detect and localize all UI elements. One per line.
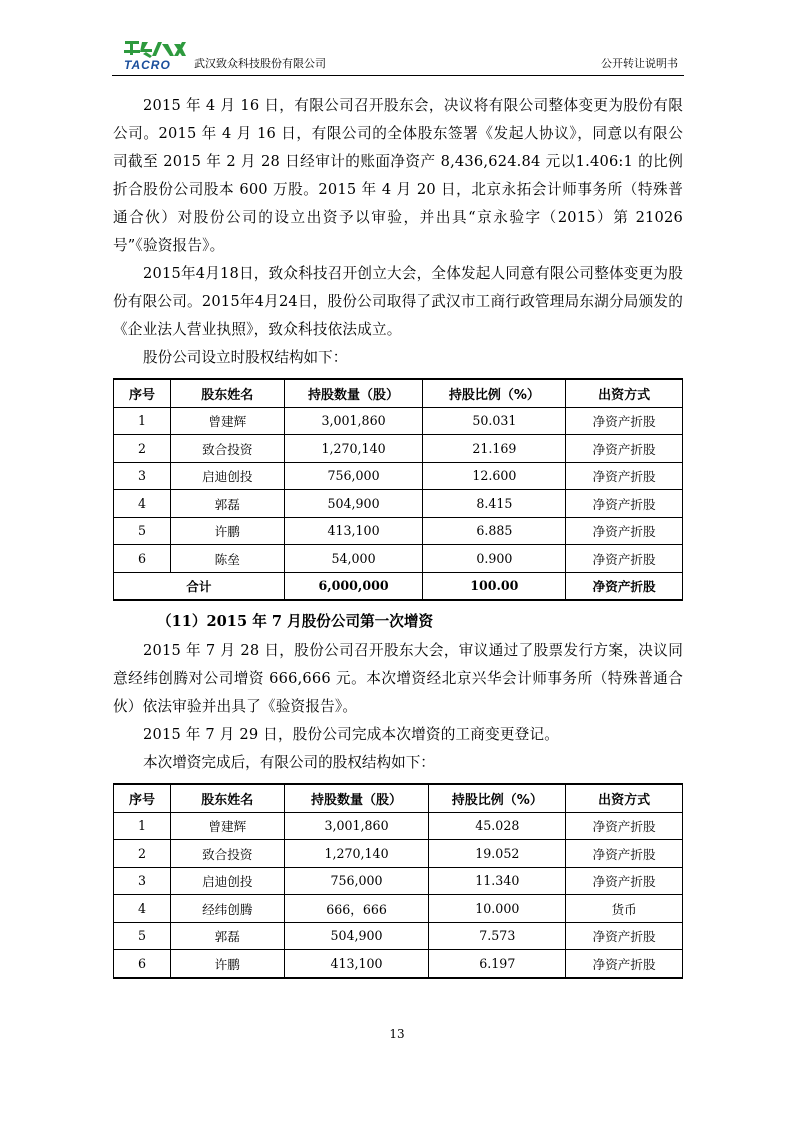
cell-method: 净资产折股	[566, 490, 683, 518]
cell-ratio: 10.000	[429, 895, 566, 923]
cell-name: 曾建辉	[170, 407, 284, 435]
table-row	[114, 517, 683, 545]
table-total-row	[114, 572, 683, 600]
cell-shares: 504,900	[284, 490, 423, 518]
cell-ratio: 8.415	[423, 490, 566, 518]
col-header-shares: 持股数量（股）	[284, 784, 429, 812]
cell-name: 致合投资	[170, 840, 284, 868]
paragraph-restructure: 2015 年 4 月 16 日，有限公司召开股东会，决议将有限公司整体变更为股份有限公司。2015 年 4 月 16 日，有限公司的全体股东签署《发起人协议》，同意以有限公司截至 2015 年 2 月 28 日经审计的账面净资产 8,436,624.84 元以1.406:1 的比例折合股份公司股本 600 万股。2015 年 4 月 20 日，北京永拓会计师事务所（特殊普通合伙）对股份公司的设立出资予以审验，并出具“京永验字（2015）第 21026 号”《验资报告》。	[113, 97, 683, 254]
cell-ratio: 7.573	[429, 922, 566, 950]
cell-name: 许鹏	[170, 517, 284, 545]
cell-ratio: 0.900	[423, 545, 566, 573]
cell-method: 净资产折股	[566, 950, 683, 978]
cell-ratio: 12.600	[423, 462, 566, 490]
cell-no: 1	[114, 407, 171, 435]
logo-text: TACRO	[124, 58, 171, 72]
cell-shares: 504,900	[284, 922, 429, 950]
company-logo	[122, 40, 192, 72]
col-header-shares: 持股数量（股）	[284, 379, 423, 407]
cell-shares: 413,100	[284, 950, 429, 978]
table-row	[114, 840, 683, 868]
cell-ratio: 45.028	[429, 812, 566, 840]
cell-method: 净资产折股	[566, 812, 683, 840]
cell-method: 净资产折股	[566, 435, 683, 463]
table-row	[114, 922, 683, 950]
table-row	[114, 407, 683, 435]
cell-method: 净资产折股	[566, 517, 683, 545]
cell-name: 经纬创腾	[170, 895, 284, 923]
col-header-name: 股东姓名	[170, 379, 284, 407]
cell-method: 净资产折股	[566, 922, 683, 950]
cell-no: 6	[114, 950, 171, 978]
col-header-ratio: 持股比例（%）	[423, 379, 566, 407]
cell-name: 启迪创投	[170, 462, 284, 490]
cell-no: 3	[114, 867, 171, 895]
cell-no: 6	[114, 545, 171, 573]
cell-name: 致合投资	[170, 435, 284, 463]
paragraph-capital-increase: 2015 年 7 月 28 日，股份公司召开股东大会，审议通过了股票发行方案，决议同意经纬创腾对公司增资 666,666 元。本次增资经北京兴华会计师事务所（特殊普通合伙）依法审验并出具了《验资报告》。	[113, 642, 683, 715]
table-row	[114, 545, 683, 573]
cell-ratio: 21.169	[423, 435, 566, 463]
cell-ratio: 19.052	[429, 840, 566, 868]
document-title: 公开转让说明书	[601, 57, 678, 70]
table1-intro: 股份公司设立时股权结构如下：	[143, 349, 348, 366]
cell-name: 陈垒	[170, 545, 284, 573]
cell-shares: 666，666	[284, 895, 429, 923]
table-row	[114, 950, 683, 978]
cell-no: 5	[114, 922, 171, 950]
col-header-ratio: 持股比例（%）	[429, 784, 566, 812]
cell-shares: 3,001,860	[284, 812, 429, 840]
cell-ratio: 11.340	[429, 867, 566, 895]
col-header-method: 出资方式	[566, 379, 683, 407]
cell-shares: 1,270,140	[284, 435, 423, 463]
cell-method: 净资产折股	[566, 545, 683, 573]
cell-shares: 413,100	[284, 517, 423, 545]
cell-total-label: 合计	[114, 572, 285, 600]
cell-no: 2	[114, 435, 171, 463]
equity-table-founding	[113, 378, 683, 601]
cell-method: 净资产折股	[566, 462, 683, 490]
company-name: 武汉致众科技股份有限公司	[194, 57, 326, 70]
cell-no: 4	[114, 490, 171, 518]
col-header-method: 出资方式	[566, 784, 683, 812]
table-row	[114, 435, 683, 463]
cell-method: 净资产折股	[566, 840, 683, 868]
cell-total-method: 净资产折股	[566, 572, 683, 600]
cell-ratio: 6.197	[429, 950, 566, 978]
paragraph-registration: 2015 年 7 月 29 日，股份公司完成本次增资的工商变更登记。	[143, 726, 560, 743]
table-row	[114, 462, 683, 490]
table-row	[114, 490, 683, 518]
cell-no: 4	[114, 895, 171, 923]
cell-no: 1	[114, 812, 171, 840]
cell-name: 启迪创投	[170, 867, 284, 895]
cell-total-ratio: 100.00	[423, 572, 566, 600]
cell-method: 净资产折股	[566, 407, 683, 435]
page-body	[113, 92, 683, 985]
page-number: 13	[389, 1027, 405, 1041]
cell-no: 5	[114, 517, 171, 545]
page-header	[112, 38, 684, 74]
cell-shares: 1,270,140	[284, 840, 429, 868]
cell-shares: 3,001,860	[284, 407, 423, 435]
cell-no: 2	[114, 840, 171, 868]
cell-name: 郭磊	[170, 922, 284, 950]
cell-name: 曾建辉	[170, 812, 284, 840]
header-divider	[112, 75, 684, 76]
paragraph-founding: 2015年4月18日，致众科技召开创立大会，全体发起人同意有限公司整体变更为股份有限公司。2015年4月24日，股份公司取得了武汉市工商行政管理局东湖分局颁发的《企业法人营业执照》，致众科技依法成立。	[113, 265, 683, 338]
col-header-no: 序号	[114, 379, 171, 407]
table2-intro: 本次增资完成后，有限公司的股权结构如下：	[143, 754, 435, 771]
cell-name: 许鹏	[170, 950, 284, 978]
col-header-name: 股东姓名	[170, 784, 284, 812]
cell-method: 货币	[566, 895, 683, 923]
table-row	[114, 867, 683, 895]
cell-shares: 756,000	[284, 462, 423, 490]
cell-ratio: 50.031	[423, 407, 566, 435]
table-row	[114, 895, 683, 923]
cell-shares: 756,000	[284, 867, 429, 895]
col-header-no: 序号	[114, 784, 171, 812]
cell-no: 3	[114, 462, 171, 490]
section-heading: （11）2015 年 7 月股份公司第一次增资	[157, 613, 434, 630]
cell-total-shares: 6,000,000	[284, 572, 423, 600]
table-row	[114, 812, 683, 840]
equity-table-after-increase	[113, 783, 683, 979]
cell-name: 郭磊	[170, 490, 284, 518]
cell-method: 净资产折股	[566, 867, 683, 895]
cell-shares: 54,000	[284, 545, 423, 573]
cell-ratio: 6.885	[423, 517, 566, 545]
